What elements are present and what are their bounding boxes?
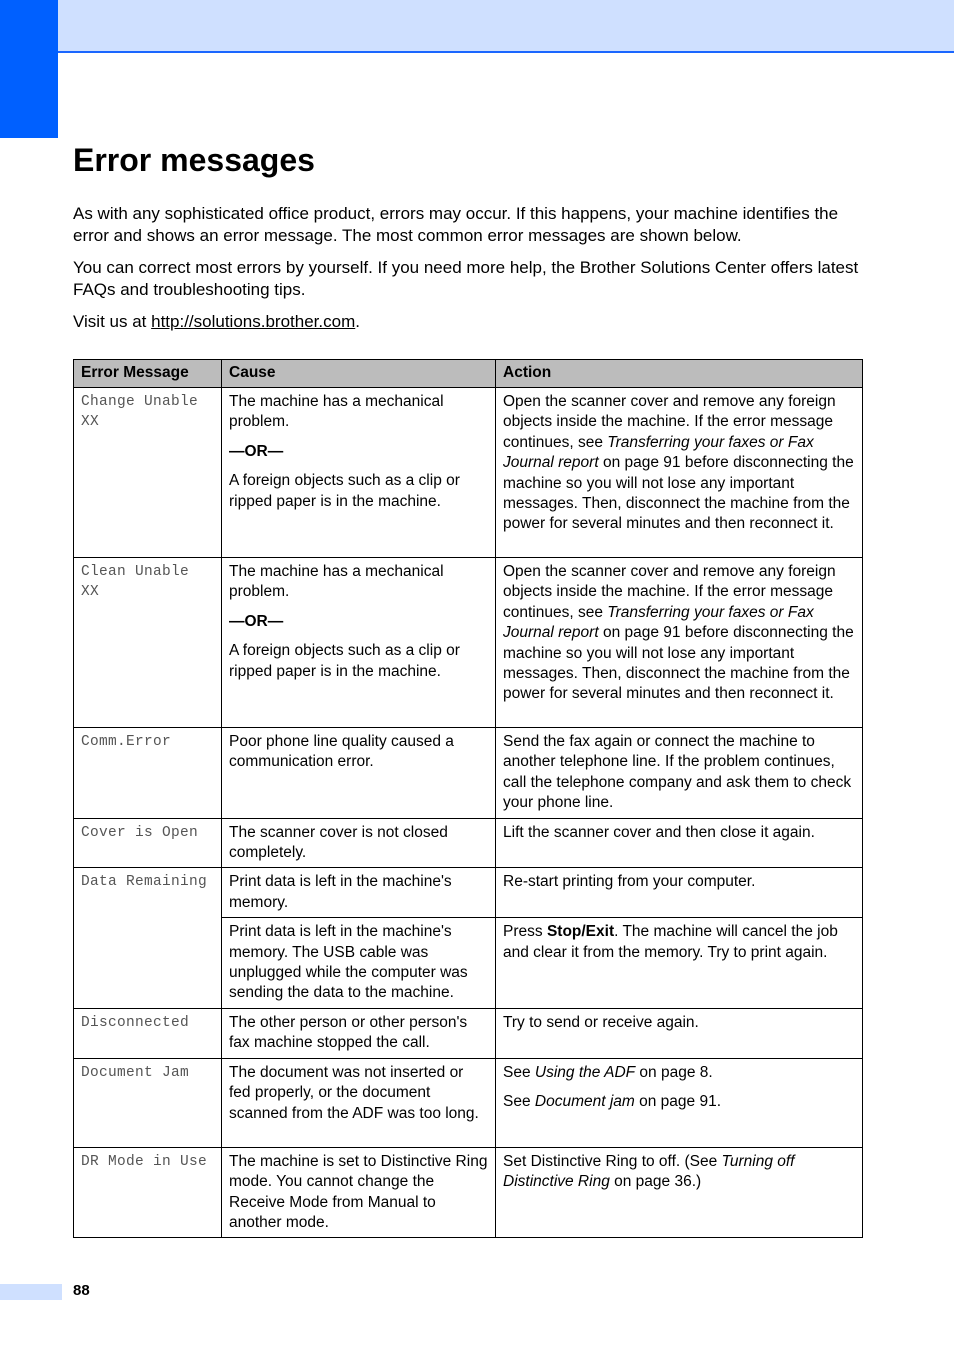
intro-paragraph-1: As with any sophisticated office product, errors may occur. If this happens, your machine identifies the error and shows an error message. The most common error messages are shown below. — [73, 204, 839, 245]
visit-paragraph — [73, 311, 873, 333]
action-cell — [496, 1058, 863, 1147]
reference-link: Transferring your faxes or Fax Journal report — [503, 433, 814, 472]
reference-link: Using the ADF — [534, 1063, 636, 1081]
page-title: Error messages — [73, 142, 315, 178]
cause-cell: The other person or other person's fax machine stopped the call. — [222, 1008, 496, 1058]
action-cell — [496, 558, 863, 728]
cause-cell: The machine is set to Distinctive Ring mode. You cannot change the Receive Mode from Manual to another mode. — [222, 1147, 496, 1238]
table-row — [74, 868, 863, 918]
error-message-cell: Change Unable XX — [74, 388, 222, 558]
action-cell — [496, 918, 863, 1009]
action-cell: Try to send or receive again. — [496, 1008, 863, 1058]
header-band — [0, 0, 954, 53]
error-message-cell: Cover is Open — [74, 818, 222, 868]
header-cause: Cause — [222, 360, 496, 388]
table-row — [74, 388, 863, 558]
error-message-cell: Document Jam — [74, 1058, 222, 1147]
cause-cell — [222, 558, 496, 728]
action-cell: Send the fax again or connect the machine to another telephone line. If the problem continues, call the telephone company and ask them to check your phone line. — [496, 728, 863, 819]
table-header-row — [74, 360, 863, 388]
footer-band — [0, 1284, 62, 1300]
action-line — [503, 1063, 855, 1083]
header-error-message: Error Message — [74, 360, 222, 388]
cause-text: The machine has a mechanical problem. — [229, 393, 444, 431]
error-message-cell: DR Mode in Use — [74, 1147, 222, 1238]
header-action: Action — [496, 360, 863, 388]
table-row — [74, 1008, 863, 1058]
cause-cell: Print data is left in the machine's memory. The USB cable was unplugged while the computer was sending the data to the machine. — [222, 918, 496, 1009]
error-message-cell: Data Remaining — [74, 868, 222, 1008]
action-cell — [496, 388, 863, 558]
table-row — [74, 818, 863, 868]
solutions-link[interactable]: http://solutions.brother.com — [151, 312, 356, 331]
action-text: Set Distinctive Ring to off. (See — [503, 1152, 722, 1170]
reference-link: Transferring your faxes or Fax Journal report — [503, 603, 814, 642]
reference-link: Document jam — [534, 1093, 635, 1111]
page-number: 88 — [73, 1282, 90, 1299]
visit-suffix: . — [355, 312, 360, 331]
or-separator: —OR— — [229, 442, 284, 460]
action-cell: Lift the scanner cover and then close it again. — [496, 818, 863, 868]
table-row — [74, 1058, 863, 1147]
action-text: . The machine will cancel the job and clear it from the memory. Try to print again. — [503, 923, 838, 961]
action-text: on page 91 before disconnecting the machine so you will not lose any important messages. Then, disconnect the machine from the power for several minutes and then reconnect it. — [503, 624, 854, 703]
action-text: Open the scanner cover and remove any foreign objects inside the machine. If the error message continues, see — [503, 393, 836, 451]
action-text: Open the scanner cover and remove any foreign objects inside the machine. If the error message continues, see — [503, 563, 836, 621]
action-text: on page 8. — [635, 1063, 713, 1081]
cause-cell: Print data is left in the machine's memory. — [222, 868, 496, 918]
action-text: on page 91. — [634, 1093, 722, 1111]
cause-cell: Poor phone line quality caused a communication error. — [222, 728, 496, 819]
action-text: See — [503, 1063, 535, 1081]
cause-cell — [222, 388, 496, 558]
action-text: on page 91 before disconnecting the machine so you will not lose any important messages. Then, disconnect the machine from the power for several minutes and then reconnect it. — [503, 454, 854, 533]
action-line — [503, 1092, 855, 1112]
stop-exit-key: Stop/Exit — [546, 923, 615, 941]
action-cell: Re-start printing from your computer. — [496, 868, 863, 918]
cause-cell: The document was not inserted or fed properly, or the document scanned from the ADF was too long. — [222, 1058, 496, 1147]
intro-paragraph-2: You can correct most errors by yourself. If you need more help, the Brother Solutions Center offers latest FAQs and troubleshooting tips. — [73, 258, 859, 299]
action-text: on page 36.) — [609, 1173, 702, 1191]
cause-text: A foreign objects such as a clip or ripped paper is in the machine. — [229, 472, 460, 510]
error-message-cell: Disconnected — [74, 1008, 222, 1058]
cause-cell: The scanner cover is not closed completely. — [222, 818, 496, 868]
cause-text: The machine has a mechanical problem. — [229, 563, 444, 601]
or-separator: —OR— — [229, 612, 284, 630]
table-row — [74, 558, 863, 728]
error-messages-table — [73, 359, 863, 1238]
action-cell — [496, 1147, 863, 1238]
visit-prefix: Visit us at — [73, 312, 152, 331]
action-text: See — [503, 1093, 535, 1111]
error-message-cell: Clean Unable XX — [74, 558, 222, 728]
cause-text: A foreign objects such as a clip or ripped paper is in the machine. — [229, 642, 460, 680]
chapter-tab — [0, 0, 58, 138]
reference-link: Turning off Distinctive Ring — [503, 1152, 795, 1191]
table-row — [74, 728, 863, 819]
error-message-cell: Comm.Error — [74, 728, 222, 819]
table-row — [74, 1147, 863, 1238]
action-text: Press — [503, 923, 547, 941]
